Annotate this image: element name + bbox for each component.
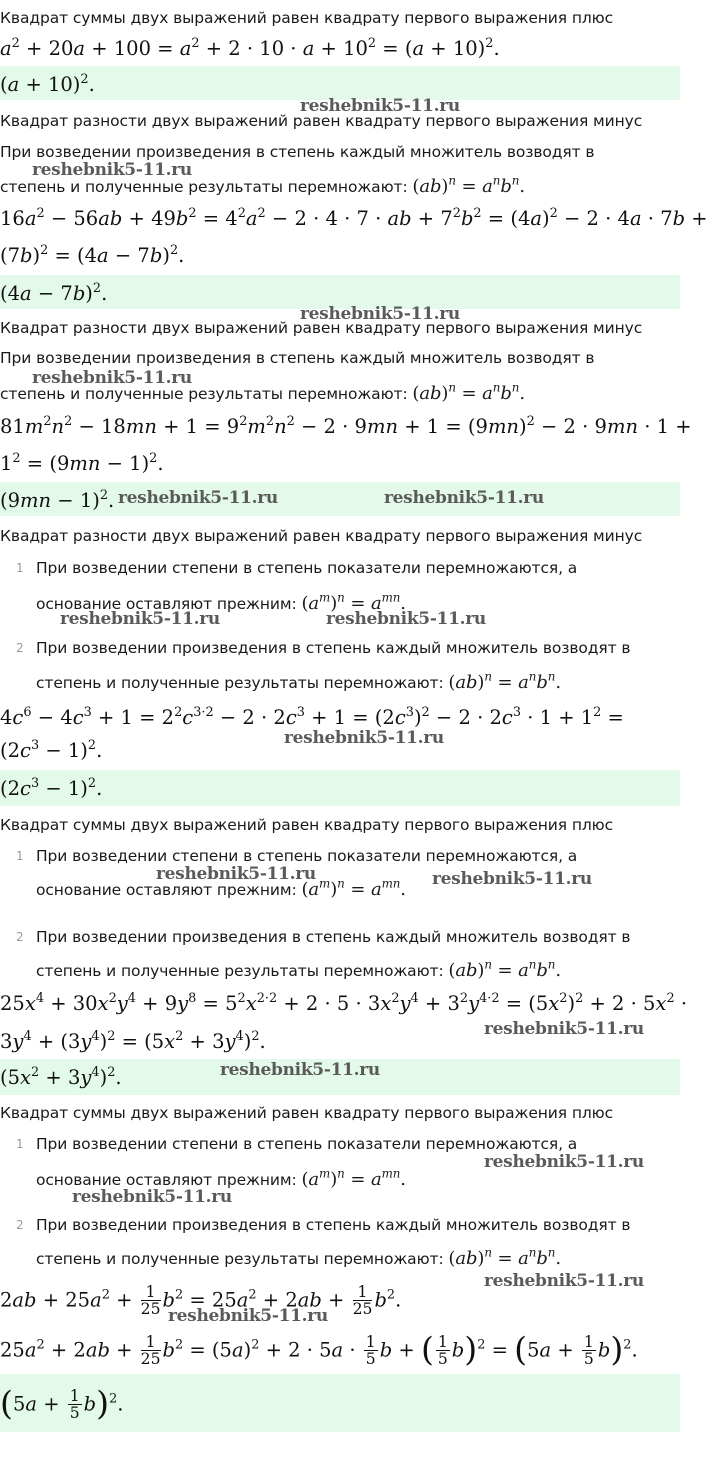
watermark: reshebnik5-11.ru [168, 1306, 328, 1326]
answer: $(2c^3 - 1)^2$. [0, 776, 103, 800]
answer-box [0, 66, 680, 100]
list-number: 2 [16, 1218, 24, 1232]
answer: $(4a - 7b)^2$. [0, 281, 108, 305]
list-number: 2 [16, 930, 24, 944]
watermark: reshebnik5-11.ru [32, 160, 192, 180]
rule-text: При возведении произведения в степень каждый множитель возводят в [36, 1216, 631, 1234]
answer: $(9mn - 1)^2$. [0, 488, 115, 512]
watermark: reshebnik5-11.ru [384, 488, 544, 508]
answer: $(5x^2 + 3y^4)^2$. [0, 1065, 122, 1089]
solution-equation: $2ab + 25a^2$ + $\frac{1}{25}$ $b^2 = 25a^2 + 2ab$ + $\frac{1}{25}$ $b^2$. [0, 1283, 402, 1319]
rule-text: основание оставляют прежним: $(a^m)^n = a^{mn}$. [36, 1166, 406, 1190]
list-number: 1 [16, 1137, 24, 1151]
rule-text: основание оставляют прежним: $(a^m)^n = a^{mn}$. [36, 590, 406, 614]
rule-text: степень и полученные результаты перемножают: $(ab)^n = a^nb^n$. [0, 173, 525, 197]
list-number: 1 [16, 561, 24, 575]
solution-equation: $(7b)^2 = (4a - 7b)^2$. [0, 243, 185, 267]
solution-equation: $3y^4 + (3y^4)^2 = (5x^2 + 3y^4)^2$. [0, 1029, 266, 1053]
rule-text: Квадрат разности двух выражений равен квадрату первого выражения минус [0, 112, 643, 130]
solution-equation: $1^2 = (9mn - 1)^2$. [0, 451, 164, 475]
list-number: 1 [16, 849, 24, 863]
rule-text: Квадрат суммы двух выражений равен квадрату первого выражения плюс [0, 816, 614, 834]
watermark: reshebnik5-11.ru [432, 869, 592, 889]
watermark: reshebnik5-11.ru [284, 728, 444, 748]
watermark: reshebnik5-11.ru [32, 368, 192, 388]
watermark: reshebnik5-11.ru [72, 1187, 232, 1207]
solution-equation: $a^2 + 20a + 100 = a^2 + 2 \cdot 10 \cdot a + 10^2 = (a + 10)^2$. [0, 36, 500, 60]
rule-text: степень и полученные результаты перемножают: $(ab)^n = a^nb^n$. [0, 380, 525, 404]
list-number: 2 [16, 641, 24, 655]
watermark: reshebnik5-11.ru [484, 1271, 644, 1291]
watermark: reshebnik5-11.ru [300, 96, 460, 116]
watermark: reshebnik5-11.ru [220, 1060, 380, 1080]
rule-text: Квадрат суммы двух выражений равен квадрату первого выражения плюс [0, 1104, 614, 1122]
solution-equation: $16a^2 - 56ab + 49b^2 = 4^2a^2 - 2 \cdot 4 \cdot 7$ · ab + $7^2b^2 = (4a)^2 - 2 \cdot 4a \cdot 7b$ + [0, 206, 708, 230]
watermark: reshebnik5-11.ru [326, 609, 486, 629]
rule-text: степень и полученные результаты перемножают: $(ab)^n = a^nb^n$. [36, 1245, 561, 1269]
watermark: reshebnik5-11.ru [484, 1019, 644, 1039]
watermark: reshebnik5-11.ru [118, 488, 278, 508]
rule-text: При возведении степени в степень показатели перемножаются, а [36, 559, 578, 577]
rule-text: степень и полученные результаты перемножают: $(ab)^n = a^nb^n$. [36, 957, 561, 981]
solution-equation: $25x^4 + 30x^2y^4 + 9y^8 = 5^2x^{2\cdot 2} + 2 \cdot 5 \cdot 3x^2y^4 + 3^2y^{4\cdot 2} = (5x^2)^2 + 2 \cdot 5x^2$ · [0, 991, 688, 1015]
rule-text: степень и полученные результаты перемножают: $(ab)^n = a^nb^n$. [36, 669, 561, 693]
answer: $(a + 10)^2$. [0, 72, 95, 96]
solution-equation: $4c^6 - 4c^3 + 1 = 2^2c^{3\cdot 2} - 2 \cdot 2c^3 + 1 = (2c^3)^2 - 2 \cdot 2c^3 \cdot 1 + 1^2$ = [0, 705, 624, 729]
rule-text: При возведении произведения в степень каждый множитель возводят в [0, 349, 595, 367]
rule-text: Квадрат разности двух выражений равен квадрату первого выражения минус [0, 319, 643, 337]
solution-equation: $81m^2n^2 - 18mn + 1 = 9^2m^2n^2 - 2 \cdot 9mn + 1 = (9mn)^2 - 2 \cdot 9mn \cdot 1$ + [0, 414, 692, 438]
solution-equation: $(2c^3 - 1)^2$. [0, 738, 103, 762]
rule-text: Квадрат суммы двух выражений равен квадрату первого выражения плюс [0, 9, 614, 27]
solution-equation: $25a^2 + 2ab$ + $\frac{1}{25}$ $b^2 = (5a)^2 + 2 \cdot 5a$ · $\frac{1}{5}$ b + ( $\frac{1}{5}$ b)$^2$ = (5a + $\frac{1}{5}$ b)$^2$. [0, 1329, 638, 1369]
watermark: reshebnik5-11.ru [156, 864, 316, 884]
rule-text: При возведении степени в степень показатели перемножаются, а [36, 1135, 578, 1153]
rule-text: При возведении произведения в степень каждый множитель возводят в [0, 143, 595, 161]
watermark: reshebnik5-11.ru [300, 304, 460, 324]
rule-text: При возведении произведения в степень каждый множитель возводят в [36, 928, 631, 946]
watermark: reshebnik5-11.ru [484, 1152, 644, 1172]
rule-text: При возведении степени в степень показатели перемножаются, а [36, 847, 578, 865]
answer: (5a + $\frac{1}{5}$ b)$^2$. [0, 1383, 124, 1423]
rule-text: При возведении произведения в степень каждый множитель возводят в [36, 639, 631, 657]
rule-text: основание оставляют прежним: $(a^m)^n = a^{mn}$. [36, 876, 406, 900]
rule-text: Квадрат разности двух выражений равен квадрату первого выражения минус [0, 527, 643, 545]
watermark: reshebnik5-11.ru [60, 609, 220, 629]
